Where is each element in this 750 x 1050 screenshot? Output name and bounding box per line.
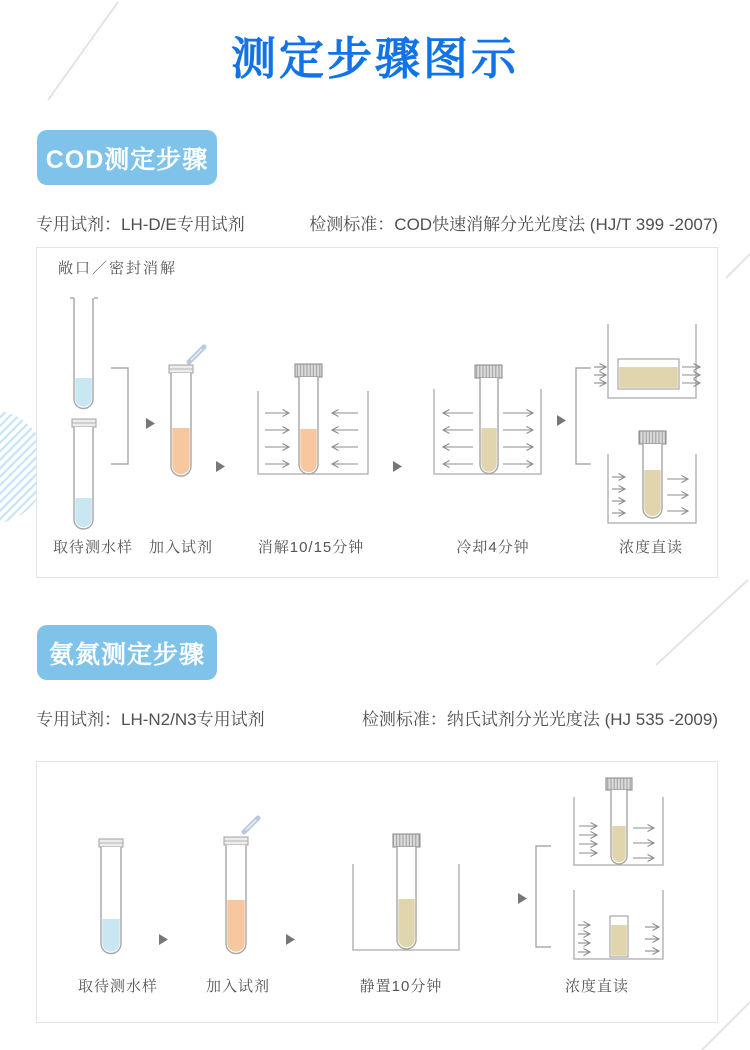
ammonia-section-badge: 氨氮测定步骤 xyxy=(37,625,217,680)
cod-step-label-3: 消解10/15分钟 xyxy=(257,539,365,556)
cod-step-label-4: 冷却4分钟 xyxy=(456,539,530,556)
reagent-tube-icon xyxy=(224,818,258,954)
reagent-tube-icon xyxy=(169,347,204,476)
cod-reagent-text xyxy=(36,210,245,235)
cod-step-label-1: 取待测水样 xyxy=(52,539,134,556)
tube-reading-icon xyxy=(574,778,663,865)
grouping-bracket xyxy=(111,368,128,464)
step-arrow-icon xyxy=(286,934,295,945)
screw-cap-icon xyxy=(639,431,666,444)
grouping-bracket xyxy=(576,368,591,464)
digestion-heater-icon xyxy=(258,364,368,474)
capped-test-tube-icon xyxy=(72,419,96,529)
cod-standard-label: 检测标准： xyxy=(309,215,395,234)
screw-cap-icon xyxy=(606,778,632,790)
ammonia-step-label-4: 浓度直读 xyxy=(564,978,630,995)
standing-container-icon xyxy=(353,834,459,950)
screw-cap-icon xyxy=(475,365,502,378)
step-arrow-icon xyxy=(146,418,155,429)
cod-digestion-mode-label: 敞口／密封消解 xyxy=(58,260,178,277)
cod-standard-text xyxy=(309,210,718,235)
ammonia-info-row xyxy=(36,705,718,730)
ammonia-step-label-2: 加入试剂 xyxy=(205,978,271,995)
step-arrow-icon xyxy=(557,415,566,426)
ammonia-diagram-box xyxy=(36,761,718,1023)
cod-step-label-5: 浓度直读 xyxy=(618,539,684,556)
step-arrow-icon xyxy=(393,461,402,472)
cuvette-reading-icon xyxy=(574,890,663,959)
cod-reagent-value: LH-D/E专用试剂 xyxy=(121,215,245,234)
cooling-container-icon xyxy=(434,365,541,474)
ammonia-step-label-3: 静置10分钟 xyxy=(359,978,443,995)
open-test-tube-icon xyxy=(70,298,98,409)
grouping-bracket xyxy=(536,846,551,947)
step-arrow-icon xyxy=(518,893,527,904)
ammonia-reagent-label: 专用试剂： xyxy=(36,710,121,729)
cod-section-badge: COD测定步骤 xyxy=(37,130,217,185)
step-arrow-icon xyxy=(216,461,225,472)
ammonia-standard-value: 纳氏试剂分光光度法 (HJ 535 -2009) xyxy=(446,710,718,729)
ammonia-standard-text xyxy=(362,705,718,730)
tube-reading-icon xyxy=(608,431,696,523)
page-title: 测定步骤图示 xyxy=(230,33,519,84)
cod-diagram xyxy=(37,248,717,575)
step-arrow-icon xyxy=(159,934,168,945)
screw-cap-icon xyxy=(393,834,420,847)
cod-info-row xyxy=(36,210,718,235)
cod-step-label-2: 加入试剂 xyxy=(148,539,214,556)
decor-diagonal-right-upper xyxy=(726,252,750,278)
capped-test-tube-icon xyxy=(99,839,123,954)
cod-diagram-box xyxy=(36,247,718,578)
cod-reagent-label: 专用试剂： xyxy=(36,215,121,234)
cod-standard-value: COD快速消解分光光度法 (HJ/T 399 -2007) xyxy=(394,215,718,234)
screw-cap-icon xyxy=(295,364,322,377)
cuvette-reading-icon xyxy=(594,324,700,398)
ammonia-reagent-value: LH-N2/N3专用试剂 xyxy=(121,710,265,729)
decor-diagonal-right-middle xyxy=(656,580,748,665)
ammonia-standard-label: 检测标准： xyxy=(361,710,447,729)
ammonia-reagent-text xyxy=(36,705,265,730)
ammonia-step-label-1: 取待测水样 xyxy=(77,978,159,995)
